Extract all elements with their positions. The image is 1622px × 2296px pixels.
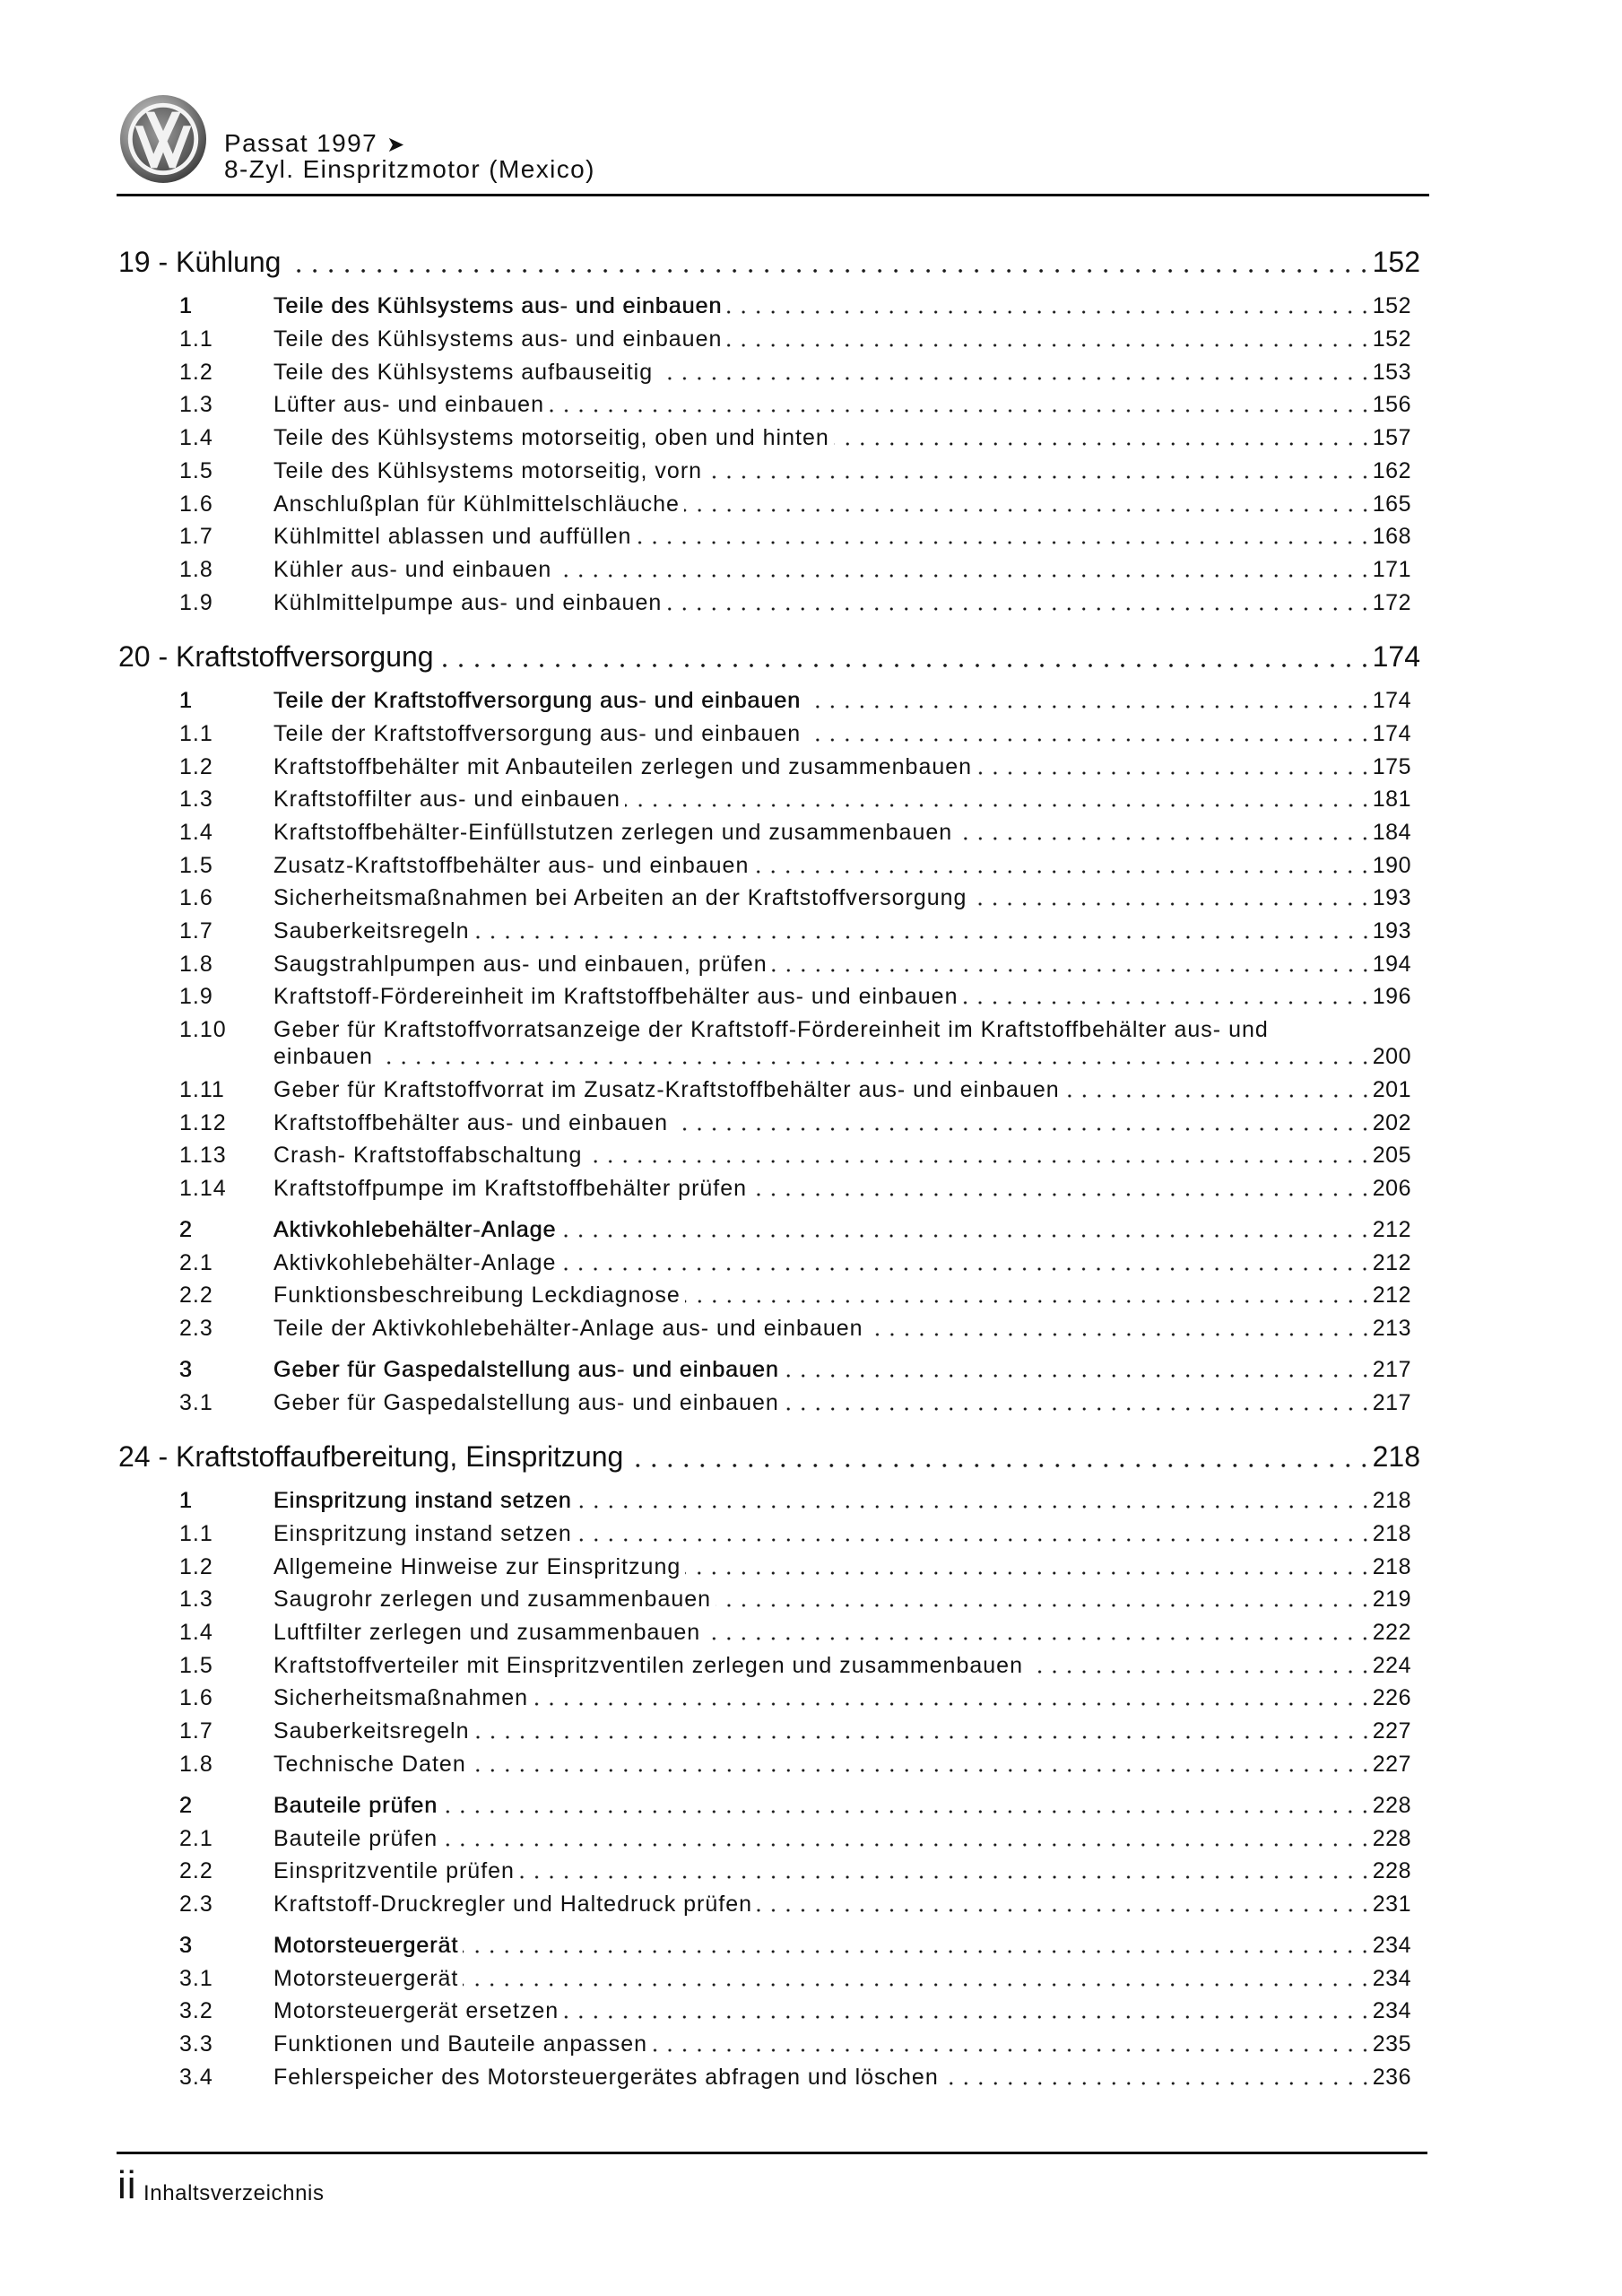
dot-leader: [554, 556, 1372, 583]
dot-leader: [461, 1965, 1372, 1992]
entry-number: 1.6: [179, 885, 213, 911]
entry-number: 1: [179, 293, 193, 319]
entry-title: Sicherheitsmaßnahmen: [273, 1685, 529, 1711]
chapter-page: 218: [1372, 1439, 1420, 1473]
chapter-page: 174: [1372, 639, 1420, 673]
entry-page: 212: [1372, 1249, 1411, 1275]
entry-page: 174: [1372, 720, 1411, 746]
entry-title: Teile der Kraftstoffversorgung aus- und einbauen: [273, 720, 802, 746]
entry-number: 1.8: [179, 951, 213, 977]
entry-number: 1.6: [179, 1685, 213, 1711]
dot-leader: [461, 1932, 1372, 1959]
entry-number: 1.5: [179, 1652, 213, 1678]
entry-title: Lüfter aus- und einbauen: [273, 392, 544, 418]
toc-chapter-20: [118, 639, 1420, 1416]
entry-page: 234: [1372, 1998, 1411, 2024]
footer-section-label: Inhaltsverzeichnis: [143, 2181, 325, 2205]
entry-number: 1.1: [179, 1521, 213, 1547]
entry-title: Fehlerspeicher des Motorsteuergerätes abfragen und löschen: [273, 2064, 939, 2090]
entry-title: Motorsteuergerät: [273, 1965, 459, 1991]
toc-entry[interactable]: [179, 1857, 1411, 1884]
toc-entry[interactable]: [179, 1175, 1411, 1202]
entry-title: Motorsteuergerät: [273, 1932, 459, 1958]
toc-entry[interactable]: [179, 852, 1411, 879]
entry-number: 3.1: [179, 1965, 213, 1991]
entry-title: Saugstrahlpumpen aus- und einbauen, prüfen: [273, 951, 768, 977]
entry-title: Aktivkohlebehälter-Anlage: [273, 1249, 557, 1275]
toc-entry[interactable]: [179, 359, 1411, 386]
entry-page: 152: [1372, 293, 1411, 319]
toc-entry[interactable]: [179, 1315, 1411, 1342]
toc-entry[interactable]: [179, 1932, 1411, 1959]
dot-leader: [866, 1315, 1373, 1342]
toc-entry[interactable]: [179, 556, 1411, 583]
toc-chapter-19: [118, 245, 1420, 616]
entry-page: 190: [1372, 852, 1411, 878]
entry-title: Teile der Aktivkohlebehälter-Anlage aus- und einbauen: [273, 1315, 863, 1341]
dot-leader: [575, 1487, 1373, 1514]
entry-title: Kühlmittel ablassen und auffüllen: [273, 524, 632, 550]
dot-leader: [683, 1282, 1373, 1309]
dot-leader: [683, 1553, 1373, 1580]
entry-title: Kraftstoffpumpe im Kraftstoffbehälter prüfen: [273, 1175, 748, 1201]
entry-title: Funktionen und Bauteile anpassen: [273, 2031, 648, 2057]
toc-entry[interactable]: [179, 1684, 1411, 1711]
entry-title: Kraftstoffverteiler mit Einspritzventilen zerlegen und zusammenbauen: [273, 1652, 1023, 1678]
entry-number: 2.3: [179, 1315, 213, 1341]
toc-entry[interactable]: [179, 918, 1411, 944]
arrow-right-icon: ➤: [386, 133, 405, 157]
entry-number: 3: [179, 1932, 193, 1958]
entry-page: 174: [1372, 688, 1411, 714]
entry-page: 162: [1372, 457, 1411, 483]
entry-title: Einspritzung instand setzen: [273, 1521, 572, 1547]
entry-title: Kraftstoff-Fördereinheit im Kraftstoffbehälter aus- und einbauen: [273, 984, 958, 1010]
entry-number: 1: [179, 1488, 193, 1514]
entry-number: 1.2: [179, 359, 213, 385]
toc-entry[interactable]: [179, 1520, 1411, 1547]
entry-page: 172: [1372, 589, 1411, 615]
toc-entry[interactable]: [179, 1751, 1411, 1778]
toc-entry[interactable]: [179, 326, 1411, 352]
entry-page: 226: [1372, 1685, 1411, 1711]
toc-entry[interactable]: [179, 1356, 1411, 1383]
toc-entry[interactable]: [179, 391, 1411, 418]
entry-page: 201: [1372, 1076, 1411, 1102]
entry-page: 231: [1372, 1891, 1411, 1917]
dot-leader: [1026, 1652, 1373, 1679]
dot-leader: [585, 1142, 1372, 1169]
entry-title: Anschlußplan für Kühlmittelschläuche: [273, 491, 680, 517]
entry-title: Aktivkohlebehälter-Anlage: [273, 1216, 557, 1242]
entry-page: 205: [1372, 1143, 1411, 1169]
entry-page: 171: [1372, 556, 1411, 582]
dot-leader: [714, 1586, 1373, 1613]
entry-page: 218: [1372, 1553, 1411, 1579]
entry-page: 153: [1372, 359, 1411, 385]
dot-leader: [703, 1619, 1373, 1646]
dot-leader: [440, 1792, 1373, 1819]
dot-leader: [960, 983, 1372, 1010]
dot-leader: [751, 852, 1372, 879]
dot-leader: [376, 1043, 1373, 1070]
entry-title: Zusatz-Kraftstoffbehälter aus- und einbauen: [273, 852, 750, 878]
entry-title: Allgemeine Hinweise zur Einspritzung: [273, 1553, 681, 1579]
entry-page: 200: [1372, 1044, 1411, 1070]
chapter-heading[interactable]: [118, 639, 1420, 674]
entry-page: 219: [1372, 1587, 1411, 1613]
dot-leader: [975, 753, 1373, 780]
entry-number: 1.8: [179, 1751, 213, 1777]
footer-page-number: ii: [117, 2163, 137, 2207]
dot-leader: [664, 589, 1373, 616]
dot-leader: [623, 786, 1373, 813]
entry-title: Crash- Kraftstoffabschaltung: [273, 1143, 583, 1169]
chapter-page: 152: [1372, 246, 1420, 278]
entry-number: 1.4: [179, 1620, 213, 1646]
entry-number: 1.5: [179, 852, 213, 878]
entry-title: Einspritzventile prüfen: [273, 1858, 515, 1884]
entry-number: 3.4: [179, 2064, 213, 2090]
entry-title: Teile des Kühlsystems motorseitig, oben und hinten: [273, 425, 829, 451]
chapter-heading[interactable]: [118, 1439, 1420, 1474]
toc-entry[interactable]: [179, 1553, 1411, 1580]
toc-entry[interactable]: [179, 1997, 1411, 2024]
entry-page: 234: [1372, 1965, 1411, 1991]
entry-page: 156: [1372, 392, 1411, 418]
entry-title: Teile des Kühlsystems aufbauseitig: [273, 359, 654, 385]
entry-page: 228: [1372, 1858, 1411, 1884]
dot-leader: [803, 720, 1373, 747]
toc-entry[interactable]: [179, 720, 1411, 747]
toc-entry[interactable]: [179, 424, 1411, 451]
toc-entry[interactable]: [179, 951, 1411, 978]
chapter-entries: [118, 292, 1411, 615]
entry-page: 157: [1372, 425, 1411, 451]
toc-entry[interactable]: [179, 1142, 1411, 1169]
entry-title: Geber für Gaspedalstellung aus- und einbauen: [273, 1389, 779, 1415]
toc-entry[interactable]: [179, 1586, 1411, 1613]
entry-number: 1.9: [179, 589, 213, 615]
entry-number: 1.8: [179, 556, 213, 582]
dot-leader: [284, 245, 1372, 279]
entry-title: Kühler aus- und einbauen: [273, 556, 552, 582]
dot-leader: [473, 918, 1373, 944]
entry-number: 1.7: [179, 918, 213, 944]
entry-number: 2: [179, 1216, 193, 1242]
entry-title: Kraftstoffilter aus- und einbauen: [273, 787, 620, 813]
entry-number: 3: [179, 1356, 193, 1382]
dot-leader: [724, 326, 1372, 352]
entry-title: Einspritzung instand setzen: [273, 1488, 572, 1514]
entry-number: 2: [179, 1792, 193, 1818]
dot-leader: [705, 457, 1373, 484]
entry-page: 206: [1372, 1175, 1411, 1201]
dot-leader: [473, 1718, 1373, 1744]
entry-page: 175: [1372, 753, 1411, 779]
entry-number: 2.3: [179, 1891, 213, 1917]
toc-entry[interactable]: [179, 1076, 1411, 1103]
dot-leader: [782, 1389, 1373, 1416]
entry-number: 1.13: [179, 1143, 227, 1169]
entry-title: Sicherheitsmaßnahmen bei Arbeiten an der Kraftstoffversorgung: [273, 885, 967, 911]
entry-number: 1.10: [179, 1017, 227, 1043]
toc-entry[interactable]: [179, 753, 1411, 780]
entry-number: 2.2: [179, 1283, 213, 1309]
chapter-title: 20 - Kraftstoffversorgung: [118, 639, 434, 673]
toc-entry[interactable]: [179, 1825, 1411, 1852]
dot-leader: [627, 1439, 1372, 1474]
entry-number: 2.1: [179, 1825, 213, 1851]
entry-page: 222: [1372, 1620, 1411, 1646]
entry-title: Teile des Kühlsystems aus- und einbauen: [273, 326, 723, 352]
entry-page: 194: [1372, 951, 1411, 977]
dot-leader: [941, 2064, 1373, 2091]
entry-page: 168: [1372, 524, 1411, 550]
dot-leader: [969, 884, 1372, 911]
entry-number: 1.4: [179, 425, 213, 451]
dot-leader: [559, 1216, 1372, 1243]
toc-entry[interactable]: [179, 1652, 1411, 1679]
entry-title: Teile der Kraftstoffversorgung aus- und einbauen: [273, 688, 802, 714]
entry-number: 1.9: [179, 984, 213, 1010]
entry-number: 1.1: [179, 720, 213, 746]
dot-leader: [1063, 1076, 1373, 1103]
entry-number: 1.6: [179, 491, 213, 517]
dot-leader: [561, 1997, 1373, 2024]
toc-entry[interactable]: [179, 1965, 1411, 1992]
dot-leader: [782, 1356, 1373, 1383]
entry-number: 1.1: [179, 326, 213, 352]
table-of-contents: [118, 245, 1420, 2091]
entry-number: 1.3: [179, 392, 213, 418]
entry-number: 1.11: [179, 1076, 225, 1102]
entry-title: Geber für Gaspedalstellung aus- und einbauen: [273, 1356, 779, 1382]
entry-number: 2.2: [179, 1858, 213, 1884]
toc-entry[interactable]: [179, 457, 1411, 484]
entry-page: 212: [1372, 1216, 1411, 1242]
toc-entry[interactable]: [179, 884, 1411, 911]
toc-entry[interactable]: [179, 1249, 1411, 1276]
entry-page: 165: [1372, 491, 1411, 517]
entry-number: 1.4: [179, 820, 213, 846]
entry-page: 227: [1372, 1751, 1411, 1777]
page-header: [0, 0, 1622, 206]
toc-entry[interactable]: [179, 1487, 1411, 1514]
header-rule: [117, 194, 1429, 196]
toc-entry[interactable]: [179, 1891, 1411, 1918]
entry-page: 234: [1372, 1932, 1411, 1958]
entry-page: 193: [1372, 885, 1411, 911]
chapter-title: 19 - Kühlung: [118, 246, 282, 278]
dot-leader: [955, 819, 1373, 846]
dot-leader: [755, 1891, 1373, 1918]
toc-entry[interactable]: [179, 1109, 1411, 1136]
dot-leader: [650, 2031, 1373, 2057]
toc-entry[interactable]: [179, 589, 1411, 616]
entry-number: 1.5: [179, 457, 213, 483]
entry-title: Kraftstoff-Druckregler und Haltedruck prüfen: [273, 1891, 753, 1917]
entry-number: 3.1: [179, 1389, 213, 1415]
dot-leader: [575, 1520, 1373, 1547]
entry-number: 3.2: [179, 1998, 213, 2024]
dot-leader: [750, 1175, 1373, 1202]
toc-entry[interactable]: [179, 1016, 1411, 1070]
dot-leader: [547, 391, 1373, 418]
entry-title: Saugrohr zerlegen und zusammenbauen: [273, 1587, 712, 1613]
vw-logo-icon: [119, 94, 207, 184]
toc-entry[interactable]: [179, 1216, 1411, 1243]
entry-page: 184: [1372, 820, 1411, 846]
dot-leader: [832, 424, 1373, 451]
entry-title: Bauteile prüfen: [273, 1792, 438, 1818]
entry-page: 218: [1372, 1521, 1411, 1547]
entry-page: 152: [1372, 326, 1411, 352]
entry-number: 1.7: [179, 524, 213, 550]
entry-title: Technische Daten: [273, 1751, 466, 1777]
entry-page: 181: [1372, 787, 1411, 813]
entry-number: 1.7: [179, 1718, 213, 1744]
entry-title: Luftfilter zerlegen und zusammenbauen: [273, 1620, 701, 1646]
entry-title: Kraftstoffbehälter aus- und einbauen: [273, 1109, 668, 1135]
toc-entry[interactable]: [179, 1389, 1411, 1416]
dot-leader: [671, 1109, 1373, 1136]
entry-title: Kraftstoffbehälter mit Anbauteilen zerlegen und zusammenbauen: [273, 753, 973, 779]
dot-leader: [559, 1249, 1372, 1276]
chapter-heading[interactable]: [118, 245, 1420, 279]
entry-title: Kühlmittelpumpe aus- und einbauen: [273, 589, 663, 615]
entry-title-line-2: einbauen: [273, 1044, 373, 1070]
entry-page: 227: [1372, 1718, 1411, 1744]
entry-title: Teile des Kühlsystems aus- und einbauen: [273, 293, 723, 319]
dot-leader: [440, 1825, 1373, 1852]
toc-entry[interactable]: [179, 1619, 1411, 1646]
entry-page: 235: [1372, 2031, 1411, 2057]
dot-leader: [469, 1751, 1373, 1778]
chapter-entries: [118, 687, 1411, 1415]
entry-title-line-1: Geber für Kraftstoffvorratsanzeige der Kraftstoff-Fördereinheit im Kraftstoffbehälter aus- und: [273, 1017, 1269, 1043]
toc-entry[interactable]: [179, 687, 1411, 714]
toc-entry[interactable]: [179, 1282, 1411, 1309]
dot-leader: [682, 491, 1373, 517]
entry-title: Motorsteuergerät ersetzen: [273, 1998, 559, 2024]
entry-title: Sauberkeitsregeln: [273, 1718, 470, 1744]
dot-leader: [634, 523, 1372, 550]
model-title: Passat 1997: [224, 129, 378, 157]
entry-title: Geber für Kraftstoffvorrat im Zusatz-Kraftstoffbehälter aus- und einbauen: [273, 1076, 1060, 1102]
entry-number: 3.3: [179, 2031, 213, 2057]
entry-page: 213: [1372, 1315, 1411, 1341]
chapter-title: 24 - Kraftstoffaufbereitung, Einspritzung: [118, 1439, 624, 1473]
entry-number: 1.3: [179, 787, 213, 813]
entry-page: 217: [1372, 1356, 1411, 1382]
toc-entry[interactable]: [179, 1792, 1411, 1819]
manual-subtitle: 8-Zyl. Einspritzmotor (Mexico): [224, 155, 595, 183]
toc-entry[interactable]: [179, 819, 1411, 846]
entry-number: 1.2: [179, 1553, 213, 1579]
entry-page: 196: [1372, 984, 1411, 1010]
toc-entry[interactable]: [179, 523, 1411, 550]
toc-entry[interactable]: [179, 2064, 1411, 2091]
toc-entry[interactable]: [179, 2031, 1411, 2057]
dot-leader: [438, 639, 1373, 674]
entry-number: 1.2: [179, 753, 213, 779]
entry-page: 228: [1372, 1825, 1411, 1851]
entry-number: 2.1: [179, 1249, 213, 1275]
entry-page: 212: [1372, 1283, 1411, 1309]
toc-chapter-24: [118, 1439, 1420, 2091]
entry-page: 217: [1372, 1389, 1411, 1415]
footer-rule: [117, 2152, 1427, 2154]
entry-number: 1.3: [179, 1587, 213, 1613]
toc-entry[interactable]: [179, 786, 1411, 813]
toc-entry[interactable]: [179, 983, 1411, 1010]
dot-leader: [803, 687, 1373, 714]
entry-number: 1.12: [179, 1109, 227, 1135]
dot-leader: [724, 292, 1372, 319]
entry-title: Funktionsbeschreibung Leckdiagnose: [273, 1283, 681, 1309]
entry-title: Bauteile prüfen: [273, 1825, 438, 1851]
dot-leader: [770, 951, 1373, 978]
entry-page: 193: [1372, 918, 1411, 944]
entry-page: 202: [1372, 1109, 1411, 1135]
entry-number: 1.14: [179, 1175, 227, 1201]
entry-title: Teile des Kühlsystems motorseitig, vorn: [273, 457, 703, 483]
dot-leader: [517, 1857, 1373, 1884]
toc-entry[interactable]: [179, 292, 1411, 319]
entry-number: 1: [179, 688, 193, 714]
chapter-entries: [118, 1487, 1411, 2090]
toc-entry[interactable]: [179, 491, 1411, 517]
toc-entry[interactable]: [179, 1718, 1411, 1744]
dot-leader: [655, 359, 1373, 386]
entry-page: 218: [1372, 1488, 1411, 1514]
entry-page: 224: [1372, 1652, 1411, 1678]
entry-title: Sauberkeitsregeln: [273, 918, 470, 944]
dot-leader: [531, 1684, 1373, 1711]
entry-page: 228: [1372, 1792, 1411, 1818]
entry-title: Kraftstoffbehälter-Einfüllstutzen zerlegen und zusammenbauen: [273, 820, 953, 846]
entry-page: 236: [1372, 2064, 1411, 2090]
